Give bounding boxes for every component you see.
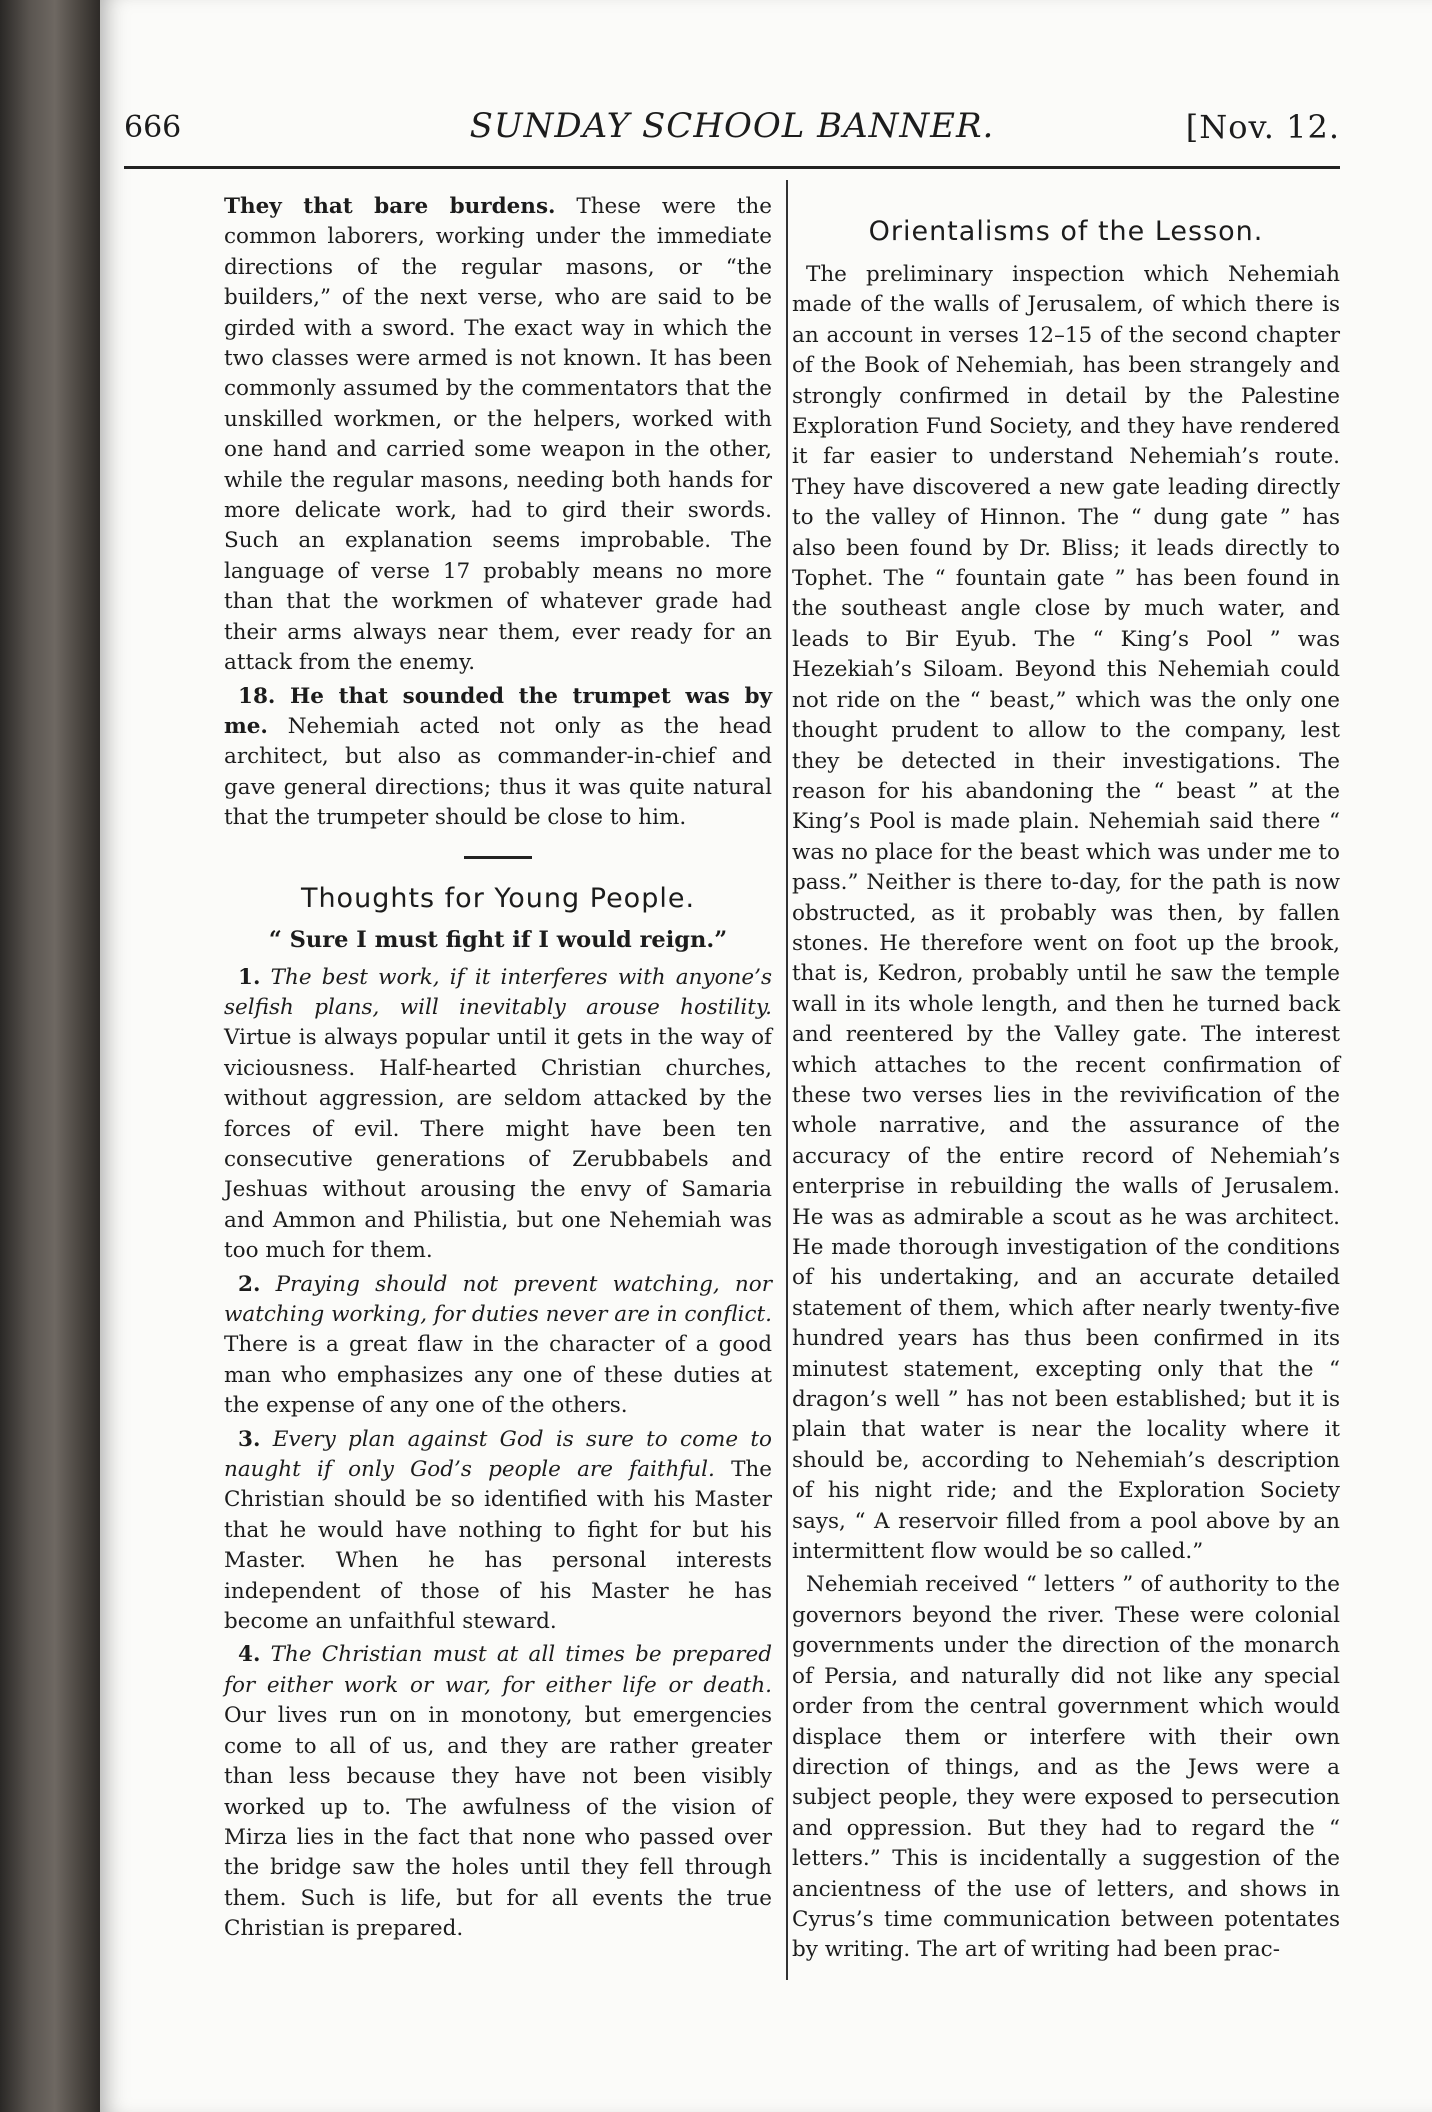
left-column — [224, 192, 772, 1948]
thought-body: Our lives run on in monotony, but emergencies come to all of us, and they are rather greater than less because they have not been visibly worked up to. The awfulness of the vision of Mirza lies in the fact that none who passed over the bridge saw the holes until they fell through them. Such is life, but for all events the true Christian is prepared. — [224, 1703, 772, 1942]
thought-lead: The Christian must at all times be prepared for either work or war, for either life or death. — [224, 1642, 772, 1698]
thought-body: The Christian should be so identified with his Master that he would have nothing to fight for but his Master. When he has personal interests independent of those of his Master he has become an unfaithful steward. — [224, 1457, 772, 1635]
issue-date: [Nov. 12. — [1185, 108, 1340, 146]
thought-body: Virtue is always popular until it gets in the way of viciousness. Half-hearted Christian churches, without aggression, are seldom attacked by the forces of evil. There might have been ten consecutive generations of Zerubbabels and Jeshuas without arousing the envy of Samaria and Ammon and Philistia, but one Nehemiah was too much for them. — [224, 1025, 772, 1264]
thought-lead: Every plan against God is sure to come to naught if only God’s people are faithful. — [224, 1426, 772, 1483]
paragraph-lead: They that bare burdens. — [224, 194, 556, 219]
column-divider — [786, 180, 788, 1980]
paragraph-inspection: The preliminary inspection which Nehemiah made of the walls of Jerusalem, of which there is an account in verses 12–15 of the second chapter of the Book of Nehemiah, has been strangely and strongly confirmed in detail by the Palestine Exploration Fund Society, and they have rendered it far easier to understand Nehemiah’s route. They have discovered a new gate leading directly to the valley of Hinnon. The “ dung gate ” has also been found by Dr. Bliss; it leads directly to Tophet. The “ fountain gate ” has been found in the southeast angle close by much water, and leads to Bir Eyub. The “ King’s Pool ” was Hezekiah’s Siloam. Beyond this Nehemiah could not ride on the “ beast,” which was the only one thought prudent to allow to the company, lest they be detected in their investigations. The reason for his abandoning the “ beast ” at the King’s Pool is made plain. Nehemiah said there “ was no place for the beast which was under me to pass.” Neither is there to-day, for the path is now obstructed, as it probably was then, by fallen stones. He therefore went on foot up the brook, that is, Kedron, probably until he saw the temple wall in its whole length, and then he turned back and reentered by the Valley gate. The interest which attaches to the recent confirmation of these two verses lies in the revivification of the whole narrative, and the assurance of the accuracy of the entire record of Nehemiah’s enterprise in rebuilding the walls of Jerusalem. He was as admirable a scout as he was architect. He made thorough investigation of the conditions of his undertaking, and an accurate detailed statement of them, which after nearly twenty-five hundred years has thus been confirmed in its minutest statement, excepting only that the “ dragon’s well ” has not been established; but it is plain that water is near the locality where it should be, according to Nehemiah’s description of his night ride; and the Exploration Society says, “ A reservoir filled from a pool above by an intermittent flow would be so called.” — [792, 262, 1340, 1565]
section-subtitle: “ Sure I must fight if I would reign.” — [268, 926, 728, 953]
paragraph-body: Nehemiah acted not only as the head architect, but also as commander-in-chief and gave general directions; thus it was quite natural that the trumpeter should be close to him. — [224, 713, 772, 831]
journal-title: SUNDAY SCHOOL BANNER. — [469, 106, 995, 146]
section-title-thoughts: Thoughts for Young People. — [300, 882, 696, 914]
page-number: 666 — [124, 110, 182, 145]
section-title-orientalisms: Orientalisms of the Lesson. — [868, 216, 1264, 247]
running-header — [124, 102, 1340, 158]
right-column — [792, 192, 1340, 1969]
thought-lead: The best work, if it interferes with anyone’s selfish plans, will inevitably arouse hostility. — [224, 964, 772, 1020]
thought-item — [224, 1425, 772, 1638]
paragraph-burdens — [224, 192, 772, 679]
thought-lead: Praying should not prevent watching, nor watching working, for duties never are in conflict. — [224, 1271, 772, 1327]
paragraph-body: These were the common laborers, working under the immediate directions of the regular masons, or “the builders,” of the next verse, who are said to be girded with a sword. The exact way in which the two classes were armed is not known. It has been commonly assumed by the commentators that the unskilled workmen, or the helpers, worked with one hand and carried some weapon in the other, while the regular masons, needing both hands for more delicate work, had to gird their swords. Such an explanation seems improbable. The language of verse 17 probably means no more than that the workmen of whatever grade had their arms always near them, ever ready for an attack from the enemy. — [224, 194, 772, 676]
thought-number: 1. — [238, 964, 261, 990]
section-separator — [464, 856, 532, 859]
thought-item — [224, 1640, 772, 1944]
thought-item — [224, 963, 772, 1267]
header-rule — [124, 166, 1340, 169]
paragraph-lead: 18. He that sounded the trumpet was by me. — [224, 683, 772, 739]
paragraph-letters: Nehemiah received “ letters ” of authority to the governors beyond the river. These were colonial governments under the direction of the monarch of Persia, and naturally did not like any special order from the central government which would displace them or interfere with their own direction of things, and as the Jews were a subject people, they were exposed to persecution and oppression. But they had to regard the “ letters.” This is incidentally a suggestion of the ancientness of the use of letters, and shows in Cyrus’s time communication between potentates by writing. The art of writing had been prac- — [792, 1572, 1340, 1963]
paragraph-trumpet — [224, 682, 772, 834]
thought-number: 2. — [238, 1271, 261, 1297]
thought-number: 4. — [238, 1642, 261, 1668]
thought-body: There is a great flaw in the character of a good man who emphasizes any one of these duties at the expense of any one of the others. — [224, 1332, 772, 1419]
thought-number: 3. — [238, 1426, 261, 1452]
book-binding-edge — [0, 0, 100, 2112]
thought-item — [224, 1270, 772, 1422]
